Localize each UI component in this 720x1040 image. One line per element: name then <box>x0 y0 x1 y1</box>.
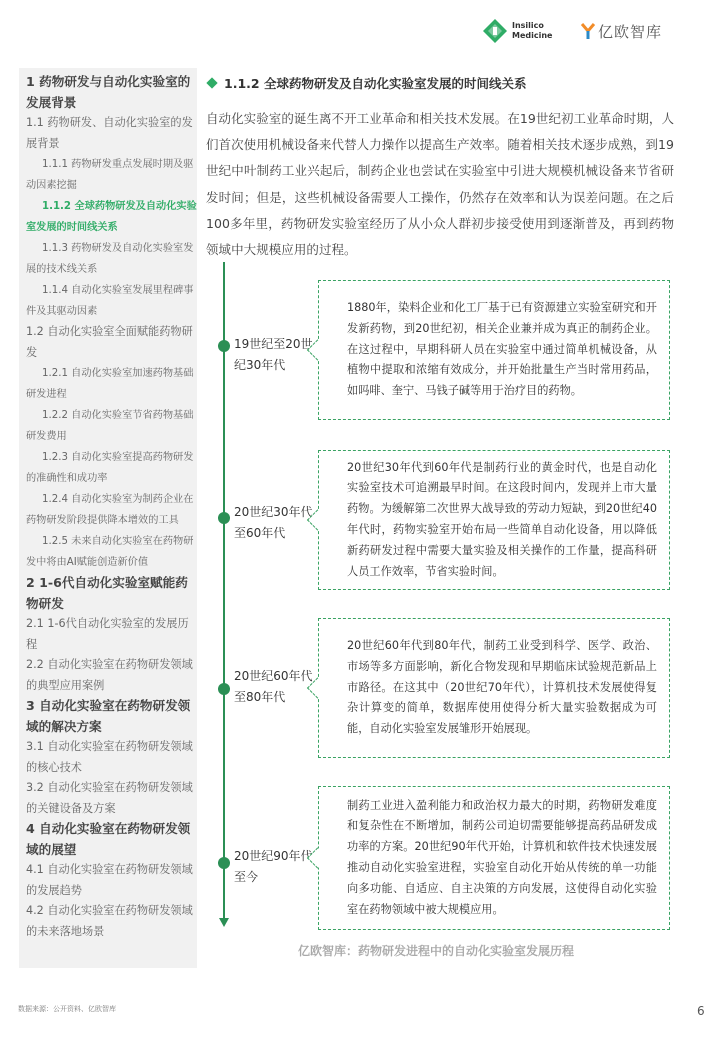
diamond-bullet-icon <box>206 77 217 88</box>
toc-item-2-2[interactable]: 2.2 自动化实验室在药物研发领域的典型应用案例 <box>26 658 193 692</box>
timeline-text-4: 制药工业进入盈利能力和政治权力最大的时期，药物研发难度和复杂性在不断增加，制药公司迫切需要能够提高药品研发成功率的方案。20世纪90年代开始，计算机和软件技术快速发展推动自动化实验室进程，实验室自动化开始从传统的单一功能向多功能、自适应、自主决策的方向发展，这使得自动化实验室在药物领域中被大规模应用。 <box>347 798 657 916</box>
insilico-logo <box>482 18 564 44</box>
toc-item-1-2-4[interactable]: 1.2.4 自动化实验室为制药企业在药物研发阶段提供降本增效的工具 <box>26 494 194 526</box>
toc-item-4-2[interactable]: 4.2 自动化实验室在药物研发领域的未来落地场景 <box>26 904 193 938</box>
intro-paragraph: 自动化实验室的诞生离不开工业革命和相关技术发展。在19世纪初工业革命时期，人们首次使用机械设备来代替人力操作以提高生产效率。随着相关技术逐步成熟，到19世纪中叶制药工业兴起后，制药企业也尝试在实验室中引进大规模机械设备来节省研发时间；但是，这些机械设备需要人工操作，仍然存在效率和认为误差问题。在之后100多年里，药物研发实验室经历了从小众人群初步接受使用到逐渐普及，再到药物领域中大规模应用的过程。 <box>206 111 674 258</box>
toc-item-1-2-5[interactable]: 1.2.5 未来自动化实验室在药物研发中将由AI赋能创造新价值 <box>26 536 194 568</box>
timeline-era-3: 20世纪60年代至80年代 <box>234 669 313 704</box>
toc-item-1-2-3[interactable]: 1.2.3 自动化实验室提高药物研发的准确性和成功率 <box>26 452 194 484</box>
timeline-dot <box>218 857 230 869</box>
timeline-era-2: 20世纪30年代至60年代 <box>234 505 313 540</box>
timeline-dot <box>218 512 230 524</box>
timeline-box-3 <box>318 618 670 758</box>
yiou-logo-icon <box>580 22 596 40</box>
header-logos <box>482 18 662 44</box>
timeline-era-1: 19世纪至20世纪30年代 <box>234 337 313 372</box>
timeline-dot <box>218 340 230 352</box>
toc-item-1-1-1[interactable]: 1.1.1 药物研发重点发展时期及驱动因素挖掘 <box>26 159 194 191</box>
timeline-dot <box>218 683 230 695</box>
timeline-text-1: 1880年，染料企业和化工厂基于已有资源建立实验室研究和开发新药物，到20世纪初，相关企业兼并成为真正的制药企业。在这过程中，早期科研人员在实验室中通过简单机械设备，从植物中提取和浓缩有效成分，并开始批量生产当时常用药品，如吗啡、奎宁、马钱子碱等用于治疗目的药物。 <box>347 301 657 398</box>
toc-item-1-1-2[interactable]: 1.1.2 全球药物研发及自动化实验室发展的时间线关系 <box>26 201 197 233</box>
yiou-logo-text: 亿欧智库 <box>597 22 662 41</box>
figure-caption: 亿欧智库：药物研发进程中的自动化实验室发展历程 <box>298 944 575 958</box>
section-title-text: 1.1.2 全球药物研发及自动化实验室发展的时间线关系 <box>224 76 527 91</box>
toc-item-1-1-4[interactable]: 1.1.4 自动化实验室发展里程碑事件及其驱动因素 <box>26 285 194 317</box>
toc-item-3[interactable]: 3 自动化实验室在药物研发领域的解决方案 <box>26 698 191 734</box>
timeline-axis <box>223 262 225 922</box>
timeline-box-2 <box>318 450 670 590</box>
timeline-box-1 <box>318 280 670 420</box>
toc-item-4-1[interactable]: 4.1 自动化实验室在药物研发领域的发展趋势 <box>26 863 193 897</box>
timeline-text-2: 20世纪30年代到60年代是制药行业的黄金时代，也是自动化实验室技术可追溯最早时间。在这段时间内，发现并上市大量药物。为缓解第二次世界大战导致的劳动力短缺，到20世纪40年代时，药物实验室开始布局一些简单自动化设备，用以降低新药研发过程中需要大量实验及相关操作的工作量，提高科研人员工作效率，节省实验时间。 <box>347 460 657 578</box>
timeline-arrow-icon <box>219 918 229 927</box>
toc-item-3-2[interactable]: 3.2 自动化实验室在药物研发领域的关键设备及方案 <box>26 781 193 815</box>
data-source: 数据来源：公开资料、亿欧智库 <box>18 1005 116 1013</box>
toc-item-1[interactable]: 1 药物研发与自动化实验室的发展背景 <box>26 74 191 110</box>
toc-item-3-1[interactable]: 3.1 自动化实验室在药物研发领域的核心技术 <box>26 740 193 774</box>
insilico-logo-text: Insilico Medicine <box>511 21 553 40</box>
toc-item-1-1[interactable]: 1.1 药物研发、自动化实验室的发展背景 <box>26 116 193 150</box>
toc-item-1-2-2[interactable]: 1.2.2 自动化实验室节省药物基础研发费用 <box>26 410 194 442</box>
toc-item-1-1-3[interactable]: 1.1.3 药物研发及自动化实验室发展的技术线关系 <box>26 243 194 275</box>
yiou-logo <box>580 21 662 42</box>
section-title <box>208 74 526 92</box>
toc-item-1-2[interactable]: 1.2 自动化实验室全面赋能药物研发 <box>26 325 193 359</box>
page-number: 6 <box>697 1004 705 1018</box>
insilico-logo-icon <box>482 18 508 44</box>
timeline-text-3: 20世纪60年代到80年代，制药工业受到科学、医学、政治、市场等多方面影响，新化合物发现和早期临床试验规范新品上市路径。在这其中（20世纪70年代），计算机技术发展使得复杂计算变的简单，数据库使用使得分析大量实验数据成为可能，自动化实验室发展雏形开始展现。 <box>347 639 657 736</box>
toc-item-2[interactable]: 2 1-6代自动化实验室赋能药物研发 <box>26 575 188 611</box>
toc-item-2-1[interactable]: 2.1 1-6代自动化实验室的发展历程 <box>26 617 189 651</box>
timeline-box-4 <box>318 786 670 930</box>
table-of-contents <box>19 68 197 968</box>
toc-item-1-2-1[interactable]: 1.2.1 自动化实验室加速药物基础研发进程 <box>26 368 194 400</box>
timeline-era-4: 20世纪90年代至今 <box>234 849 313 884</box>
toc-item-4[interactable]: 4 自动化实验室在药物研发领域的展望 <box>26 821 191 857</box>
